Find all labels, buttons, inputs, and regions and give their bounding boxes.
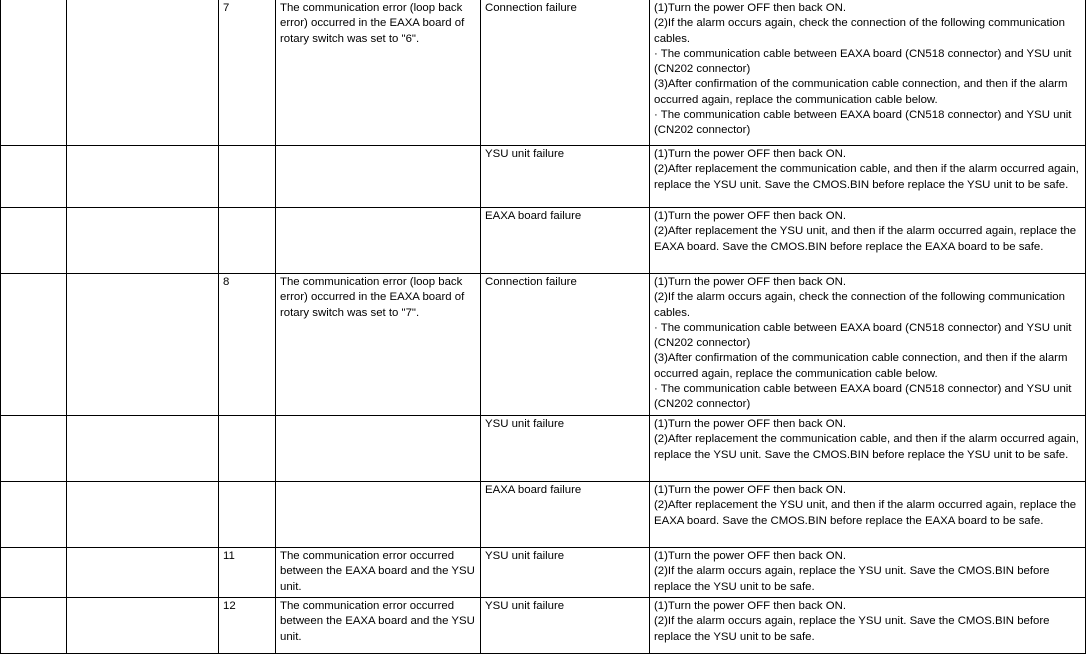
- remedy-step: · The communication cable between EAXA board (CN518 connector) and YSU unit (CN202 connector): [654, 47, 1072, 76]
- alarm-number-cell: [219, 208, 276, 274]
- table-row: [1, 416, 1086, 482]
- remedy-step: (2)After replacement the communication cable, and then if the alarm occurred again, replace the YSU unit. Save the CMOS.BIN before replace the YSU unit to be safe.: [654, 433, 1079, 461]
- remedy-cell: [650, 208, 1086, 274]
- blank-cell: [67, 208, 219, 274]
- alarm-description-cell: The communication error occurred between the EAXA board and the YSU unit.: [276, 548, 481, 598]
- remedy-step: (1)Turn the power OFF then back ON.: [654, 2, 847, 14]
- blank-cell: [1, 0, 67, 146]
- table-row: [1, 482, 1086, 548]
- cause-cell: Connection failure: [481, 274, 650, 416]
- blank-cell: [1, 598, 67, 654]
- alarm-description-cell: [276, 146, 481, 208]
- remedy-step: (1)Turn the power OFF then back ON.: [654, 600, 847, 612]
- remedy-cell: [650, 548, 1086, 598]
- blank-cell: [67, 0, 219, 146]
- remedy-cell: [650, 0, 1086, 146]
- blank-cell: [67, 416, 219, 482]
- remedy-cell: [650, 416, 1086, 482]
- remedy-step: · The communication cable between EAXA board (CN518 connector) and YSU unit (CN202 connector): [654, 383, 1072, 411]
- blank-cell: [67, 274, 219, 416]
- cause-cell: EAXA board failure: [481, 482, 650, 548]
- remedy-step: (3)After confirmation of the communication cable connection, and then if the alarm occurred again, replace the communication cable below.: [654, 78, 1068, 106]
- remedy-step: (2)After replacement the YSU unit, and then if the alarm occurred again, replace the EAXA board. Save the CMOS.BIN before replace the EAXA board to be safe.: [654, 499, 1077, 527]
- table-row: [1, 598, 1086, 654]
- remedy-step: (2)If the alarm occurs again, check the connection of the following communication cables.: [654, 291, 1065, 319]
- blank-cell: [1, 482, 67, 548]
- remedy-step: (2)After replacement the YSU unit, and then if the alarm occurred again, replace the EAXA board. Save the CMOS.BIN before replace the EAXA board to be safe.: [654, 225, 1077, 253]
- blank-cell: [1, 548, 67, 598]
- alarm-number-cell: 11: [219, 548, 276, 598]
- remedy-step: (3)After confirmation of the communication cable connection, and then if the alarm occurred again, replace the communication cable below.: [654, 352, 1068, 380]
- alarm-description-cell: The communication error (loop back error) occurred in the EAXA board of rotary switch was set to "6".: [276, 0, 481, 146]
- blank-cell: [1, 208, 67, 274]
- table-row: [1, 146, 1086, 208]
- remedy-cell: [650, 482, 1086, 548]
- remedy-step: (1)Turn the power OFF then back ON.: [654, 148, 847, 160]
- blank-cell: [1, 146, 67, 208]
- alarm-number-cell: [219, 146, 276, 208]
- remedy-step: (2)If the alarm occurs again, replace the YSU unit. Save the CMOS.BIN before replace the YSU unit to be safe.: [654, 565, 1050, 593]
- remedy-step: (2)If the alarm occurs again, check the connection of the following communication cables.: [654, 17, 1065, 45]
- remedy-step: (2)After replacement the communication cable, and then if the alarm occurred again, replace the YSU unit. Save the CMOS.BIN before replace the YSU unit to be safe.: [654, 163, 1079, 191]
- remedy-step: (1)Turn the power OFF then back ON.: [654, 276, 847, 288]
- cause-cell: YSU unit failure: [481, 598, 650, 654]
- remedy-cell: [650, 598, 1086, 654]
- blank-cell: [1, 274, 67, 416]
- cause-cell: YSU unit failure: [481, 548, 650, 598]
- remedy-step: (1)Turn the power OFF then back ON.: [654, 550, 847, 562]
- blank-cell: [67, 548, 219, 598]
- remedy-cell: [650, 274, 1086, 416]
- alarm-number-cell: 7: [219, 0, 276, 146]
- alarm-number-cell: 8: [219, 274, 276, 416]
- blank-cell: [1, 416, 67, 482]
- remedy-step: (1)Turn the power OFF then back ON.: [654, 210, 847, 222]
- blank-cell: [67, 598, 219, 654]
- cause-cell: YSU unit failure: [481, 146, 650, 208]
- cause-cell: YSU unit failure: [481, 416, 650, 482]
- remedy-step: · The communication cable between EAXA board (CN518 connector) and YSU unit (CN202 connector): [654, 109, 1072, 137]
- remedy-cell: [650, 146, 1086, 208]
- alarm-number-cell: [219, 482, 276, 548]
- cause-cell: Connection failure: [481, 0, 650, 146]
- alarm-description-cell: The communication error (loop back error) occurred in the EAXA board of rotary switch was set to "7".: [276, 274, 481, 416]
- remedy-step: (1)Turn the power OFF then back ON.: [654, 484, 847, 496]
- alarm-number-cell: [219, 416, 276, 482]
- alarm-description-cell: The communication error occurred between the EAXA board and the YSU unit.: [276, 598, 481, 654]
- table-row: [1, 208, 1086, 274]
- blank-cell: [67, 146, 219, 208]
- alarm-description-cell: [276, 416, 481, 482]
- alarm-number-cell: 12: [219, 598, 276, 654]
- table-row: [1, 548, 1086, 598]
- table-row: [1, 274, 1086, 416]
- remedy-step: · The communication cable between EAXA board (CN518 connector) and YSU unit (CN202 connector): [654, 321, 1072, 350]
- alarm-description-cell: [276, 482, 481, 548]
- remedy-step: (1)Turn the power OFF then back ON.: [654, 418, 847, 430]
- remedy-step: (2)If the alarm occurs again, replace the YSU unit. Save the CMOS.BIN before replace the YSU unit to be safe.: [654, 615, 1050, 643]
- table-row: [1, 0, 1086, 146]
- blank-cell: [67, 482, 219, 548]
- alarm-description-cell: [276, 208, 481, 274]
- cause-cell: EAXA board failure: [481, 208, 650, 274]
